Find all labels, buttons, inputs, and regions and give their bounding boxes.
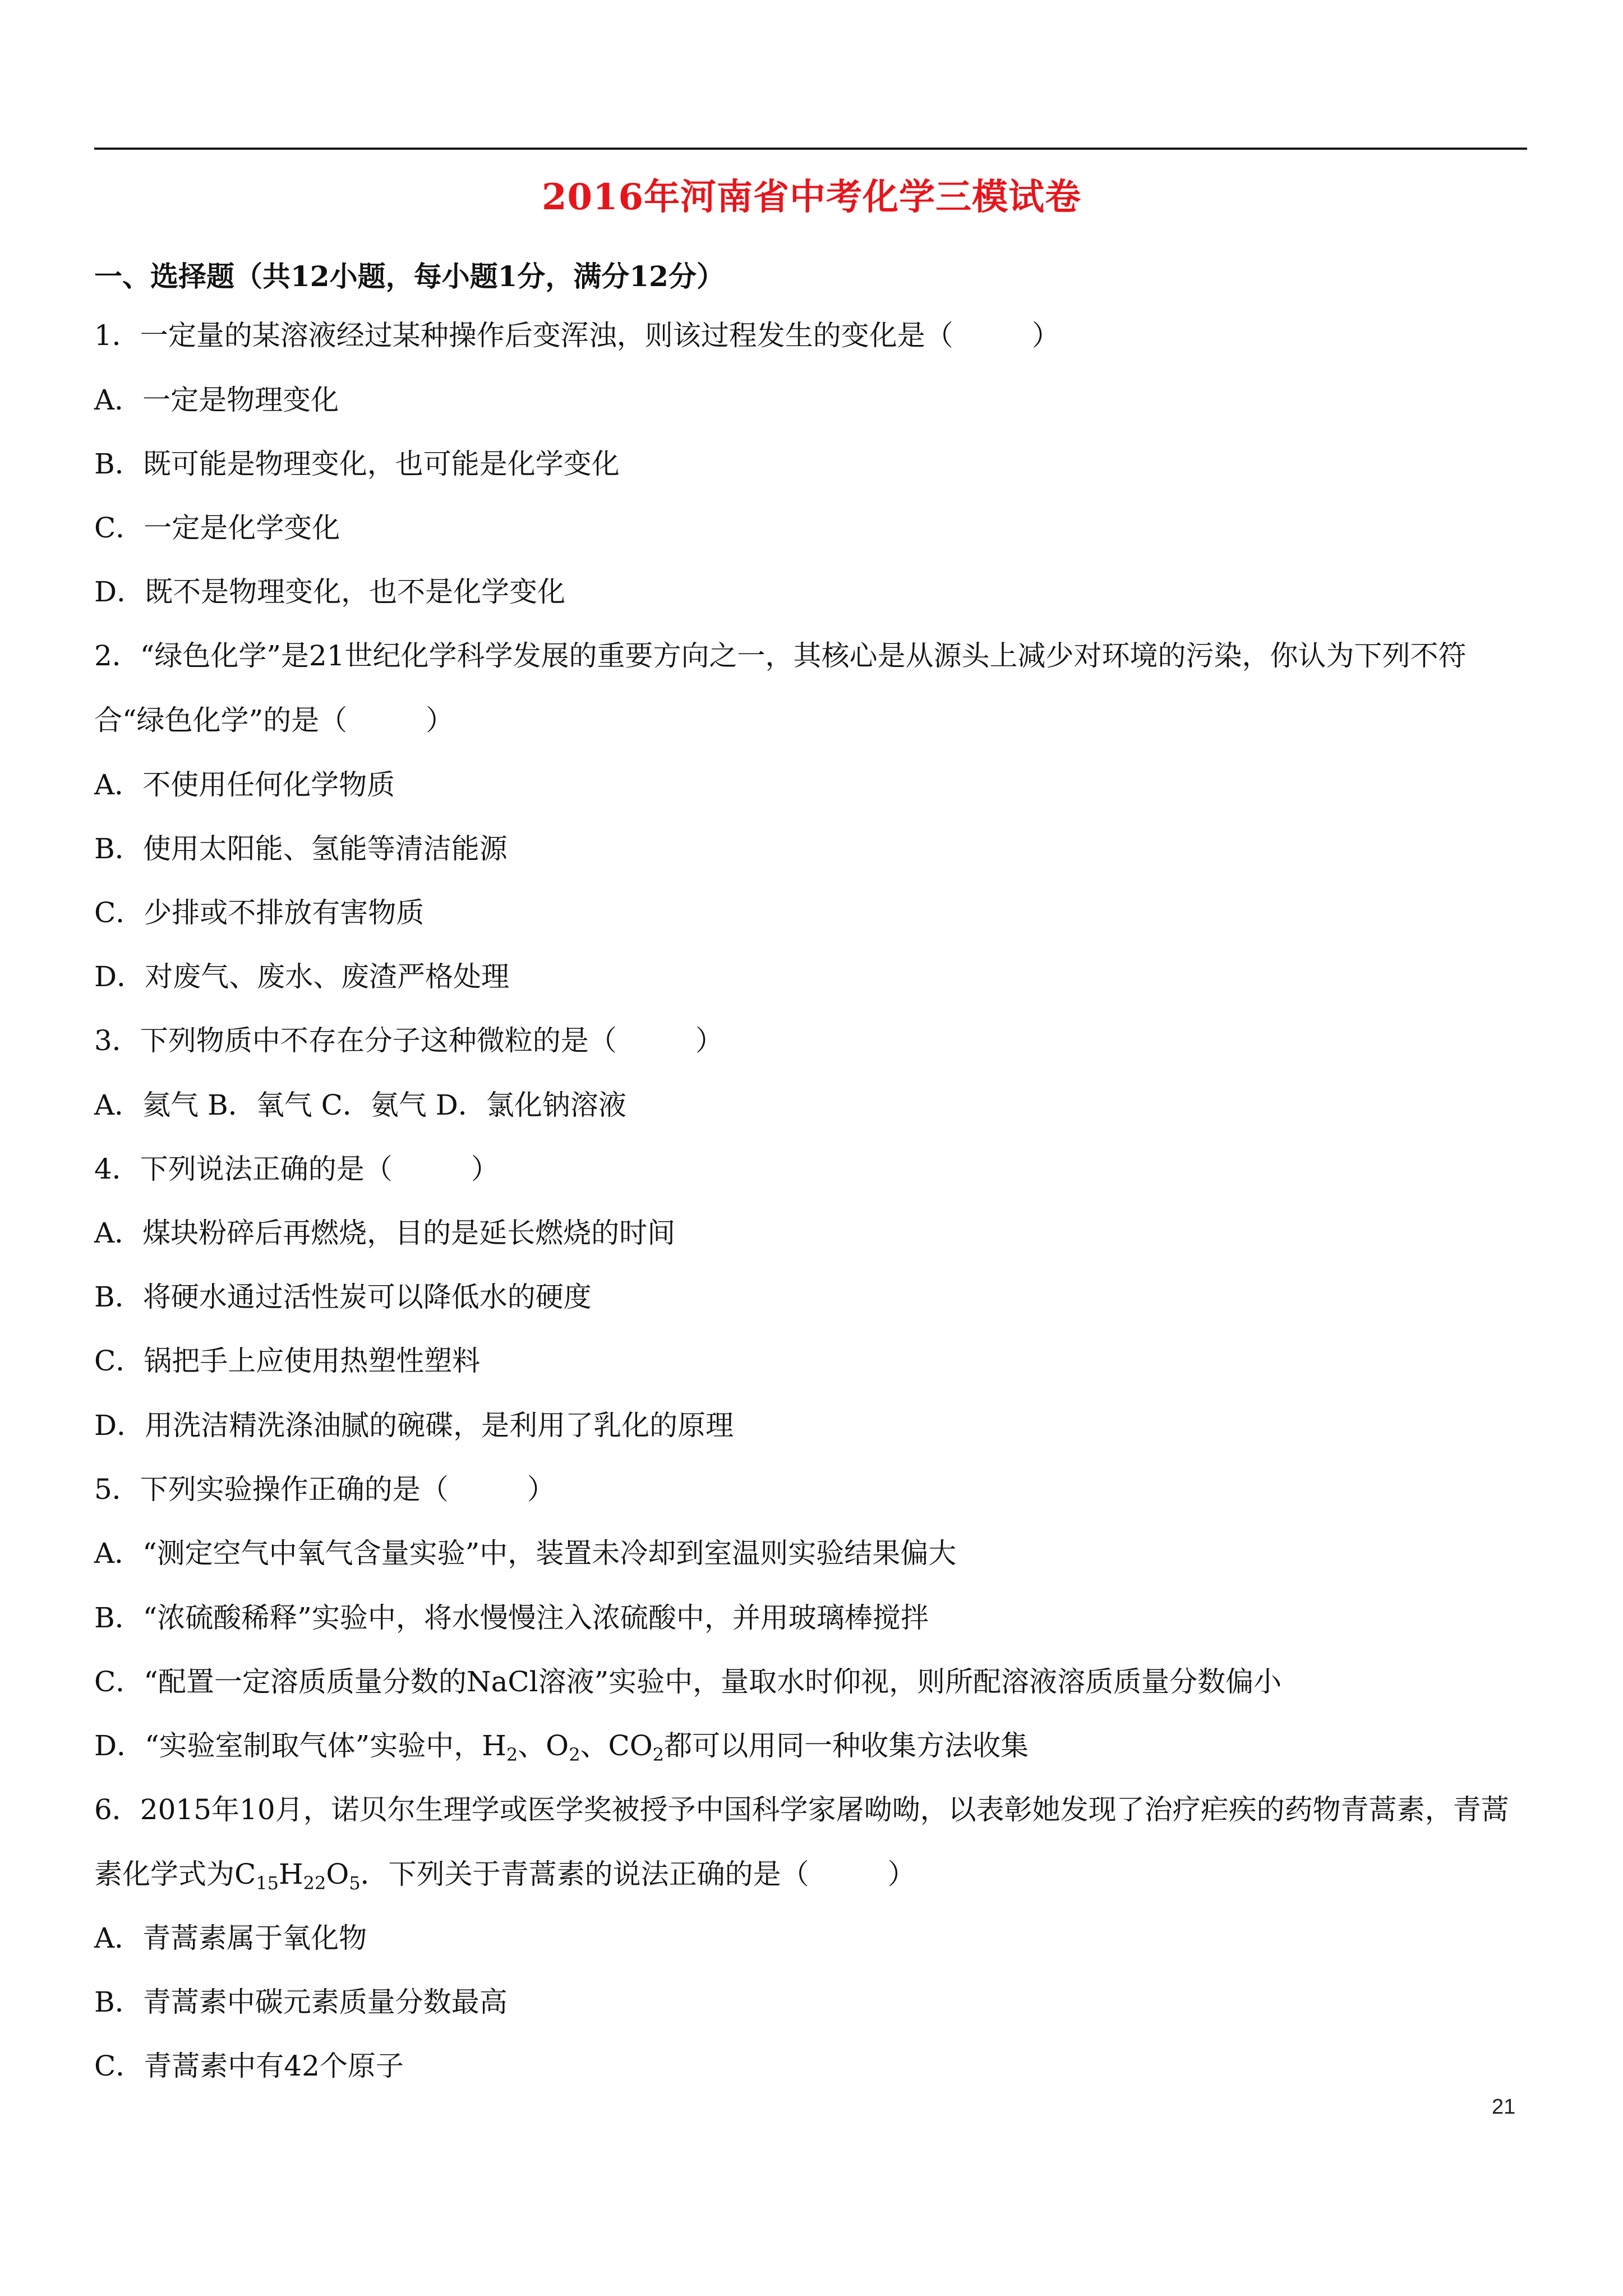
question-5-option-b: B．“浓硫酸稀释”实验中，将水慢慢注入浓硫酸中，并用玻璃棒搅拌 — [94, 1602, 929, 1634]
question-4-stem: 4．下列说法正确的是（ ） — [94, 1153, 499, 1185]
question-4-option-b: B．将硬水通过活性炭可以降低水的硬度 — [94, 1281, 592, 1313]
question-6-option-b: B．青蒿素中碳元素质量分数最高 — [94, 1986, 508, 2018]
question-1-option-b: B．既可能是物理变化，也可能是化学变化 — [94, 448, 620, 480]
question-2-option-d: D．对废气、废水、废渣严格处理 — [94, 960, 510, 993]
question-1-option-a: A．一定是物理变化 — [94, 384, 339, 416]
question-3-options: A．氦气 B．氧气 C．氨气 D．氯化钠溶液 — [94, 1089, 626, 1121]
question-6-option-c: C．青蒿素中有42个原子 — [94, 2050, 404, 2082]
question-4-option-c: C．锅把手上应使用热塑性塑料 — [94, 1345, 481, 1377]
question-2-option-b: B．使用太阳能、氢能等清洁能源 — [94, 832, 508, 865]
page-title: 2016年河南省中考化学三模试卷 — [541, 176, 1082, 218]
question-2-stem-line2: 合“绿色化学”的是（ ） — [94, 704, 454, 737]
question-2-option-c: C．少排或不排放有害物质 — [94, 896, 425, 929]
question-1-option-c: C．一定是化学变化 — [94, 512, 340, 544]
question-6-stem-line2: 素化学式为$C_{15}H_{22}O_5$．下列关于青蒿素的说法正确的是（ ） — [94, 1858, 916, 1894]
question-5-option-a: A．“测定空气中氧气含量实验”中，装置未冷却到室温则实验结果偏大 — [94, 1537, 957, 1570]
question-5-stem: 5．下列实验操作正确的是（ ） — [94, 1473, 555, 1506]
question-2-stem-line1: 2．“绿色化学”是21世纪化学科学发展的重要方向之一，其核心是从源头上减少对环境的污染，你认为下列不符 — [94, 639, 1467, 672]
question-4-option-a: A．煤块粉碎后再燃烧，目的是延长燃烧的时间 — [94, 1217, 676, 1249]
question-4-option-d: D．用洗洁精洗涤油腻的碗碟，是利用了乳化的原理 — [94, 1409, 734, 1442]
question-1-option-d: D．既不是物理变化，也不是化学变化 — [94, 576, 566, 608]
question-1-stem: 1．一定量的某溶液经过某种操作后变浑浊，则该过程发生的变化是（ ） — [94, 319, 1060, 352]
question-6-stem-line1: 6．2015年10月，诺贝尔生理学或医学奖被授予中国科学家屠呦呦，以表彰她发现了治疗疟疾的药物青蒿素，青蒿 — [94, 1793, 1509, 1826]
question-6-option-a: A．青蒿素属于氧化物 — [94, 1922, 367, 1954]
question-3-stem: 3．下列物质中不存在分子这种微粒的是（ ） — [94, 1024, 723, 1057]
question-2-option-a: A．不使用任何化学物质 — [94, 769, 395, 801]
page-number: 21 — [1492, 2095, 1516, 2119]
question-5-option-c: C．“配置一定溶质质量分数的NaCl溶液”实验中，量取水时仰视，则所配溶液溶质质量分数偏小 — [94, 1665, 1282, 1698]
header-rule — [94, 148, 1527, 150]
question-5-option-d: D．“实验室制取气体”实验中，$H_2$、$O_2$、$CO_2$都可以用同一种收集方法收集 — [94, 1729, 1029, 1765]
section-heading: 一、选择题（共12小题，每小题1分，满分12分） — [94, 260, 725, 293]
